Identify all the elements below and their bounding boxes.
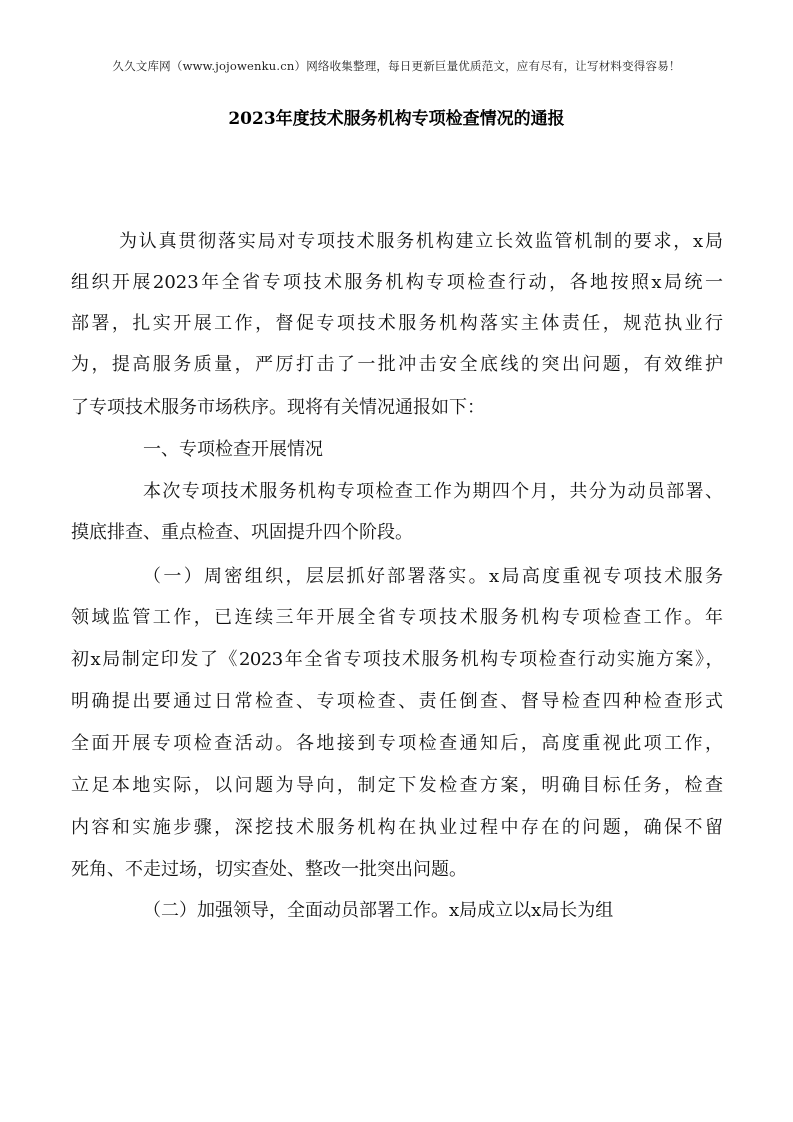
paragraph-3-line-1: （一）周密组织，层层抓好部署落实。x局高度重视专项技术服务 (143, 566, 723, 587)
document-title: 2023年度技术服务机构专项检查情况的通报 (228, 109, 565, 129)
paragraph-3-line-6: 立足本地实际，以问题为导向，制定下发检查方案，明确目标任务，检查 (71, 775, 723, 796)
paragraph-3-line-5: 全面开展专项检查活动。各地接到专项检查通知后，高度重视此项工作， (71, 733, 723, 754)
paragraph-3-line-4: 明确提出要通过日常检查、专项检查、责任倒查、督导检查四种检查形式 (71, 691, 723, 712)
paragraph-3-line-7: 内容和实施步骤，深挖技术服务机构在执业过程中存在的问题，确保不留 (71, 817, 723, 838)
paragraph-4-line-1: （二）加强领导，全面动员部署工作。x局成立以x局长为组 (143, 900, 614, 921)
section-heading-1: 一、专项检查开展情况 (143, 439, 323, 460)
paragraph-3-line-8: 死角、不走过场，切实查处、整改一批突出问题。 (71, 859, 467, 880)
paragraph-2-line-1: 本次专项技术服务机构专项检查工作为期四个月，共分为动员部署、 (143, 481, 723, 502)
paragraph-1-line-1: 为认真贯彻落实局对专项技术服务机构建立长效监管机制的要求，x局 (119, 231, 723, 252)
paragraph-1-line-4: 为，提高服务质量，严厉打击了一批冲击安全底线的突出问题，有效维护 (71, 354, 723, 375)
paragraph-1-line-3: 部署，扎实开展工作，督促专项技术服务机构落实主体责任，规范执业行 (71, 313, 723, 334)
document-body (71, 0, 723, 1122)
paragraph-1-line-2: 组织开展2023年全省专项技术服务机构专项检查行动，各地按照x局统一 (71, 272, 723, 293)
paragraph-3-line-2: 领域监管工作，已连续三年开展全省专项技术服务机构专项检查工作。年 (71, 607, 723, 628)
paragraph-3-line-3: 初x局制定印发了《2023年全省专项技术服务机构专项检查行动实施方案》， (71, 649, 723, 670)
paragraph-1-line-5: 了专项技术服务市场秩序。现将有关情况通报如下： (71, 397, 485, 418)
paragraph-2-line-2: 摸底排查、重点检查、巩固提升四个阶段。 (71, 522, 413, 543)
page-header: 久久文库网（www.jojowenku.cn）网络收集整理，每日更新巨量优质范文，应有尽有，让写材料变得容易！ (112, 59, 681, 73)
